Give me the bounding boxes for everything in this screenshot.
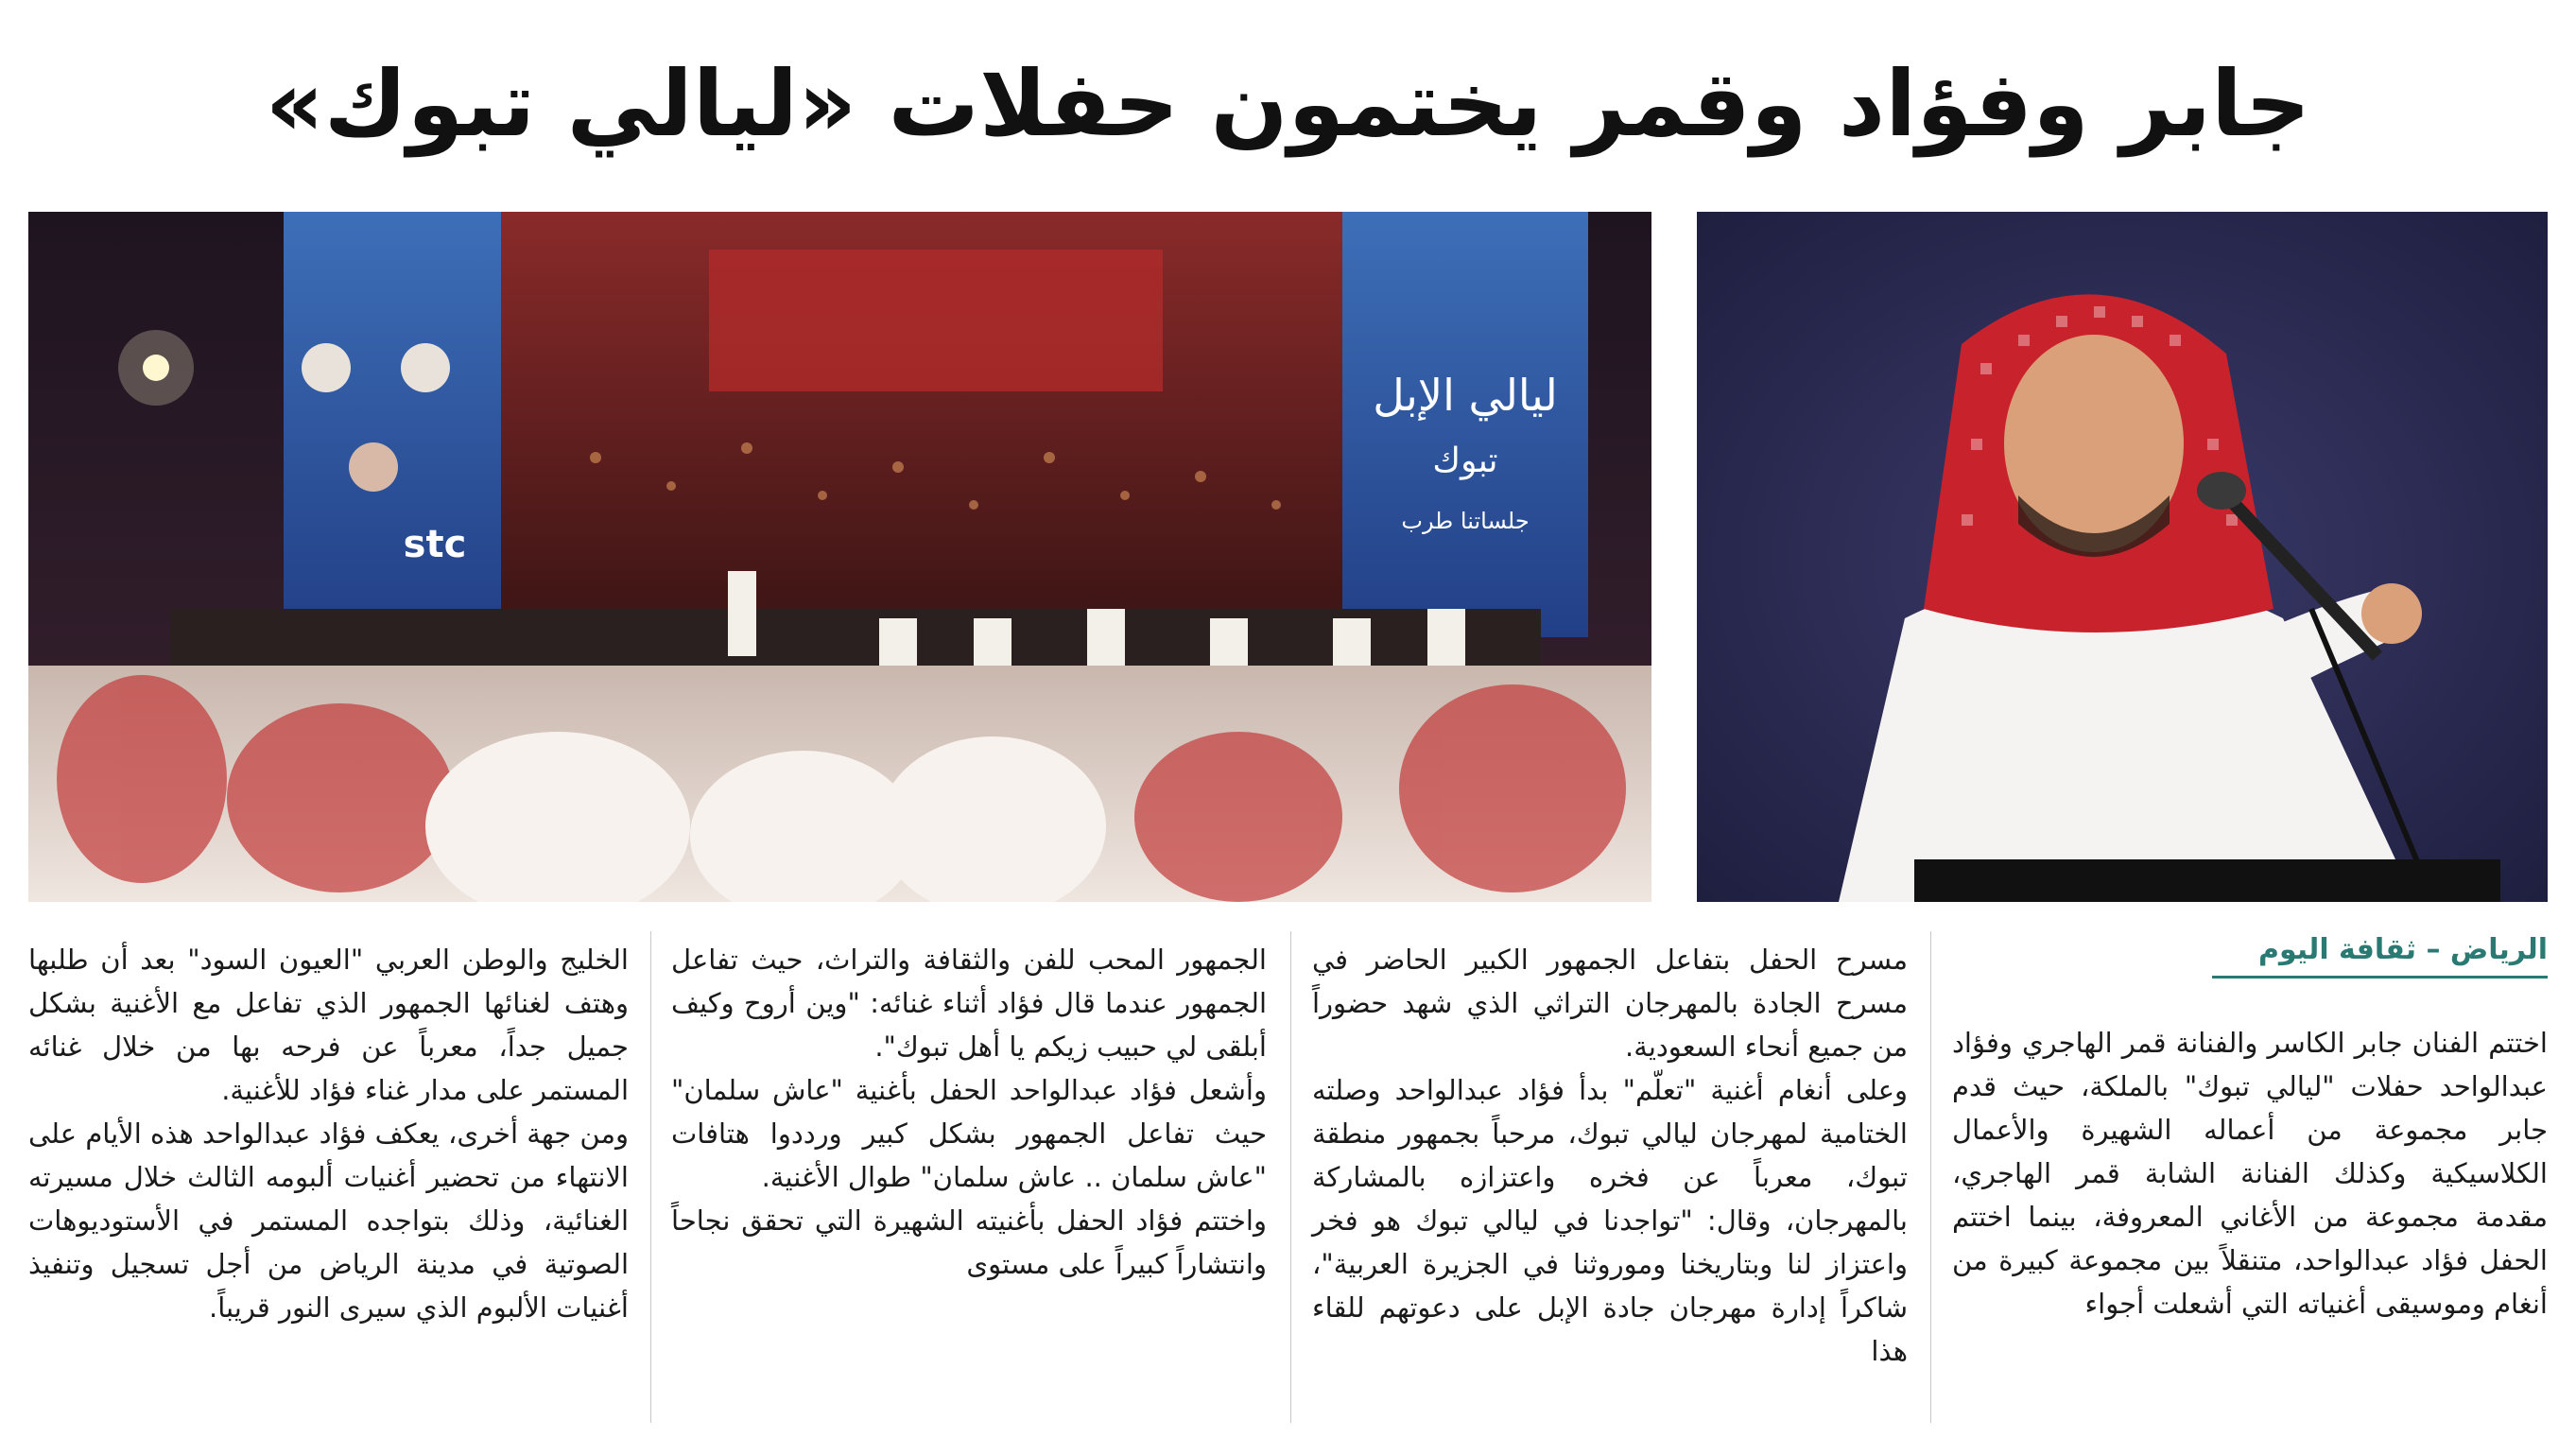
column-divider <box>650 931 651 1423</box>
paragraph: ومن جهة أخرى، يعكف فؤاد عبدالواحد هذه الأيام على الانتهاء من تحضير أغنيات ألبومه الثالث خلال مسيرته الغنائية، وذلك بتواجده المستمر في الأستوديوهات الصوتية في مدينة الرياض من أجل تسجيل وتنفيذ أغنيات الألبوم الذي سيرى النور قريباً. <box>28 1117 629 1324</box>
screen-subtitle: تبوك <box>1432 442 1498 480</box>
article-column-4 <box>28 938 629 1329</box>
paragraph: اختتم الفنان جابر الكاسر والفنانة قمر الهاجري وفؤاد عبدالواحد حفلات "ليالي تبوك" بالملكة، حيث قدم جابر مجموعة من أعماله الشهيرة والأعمال الكلاسيكية وكذلك الفنانة الشابة قمر الهاجري، مقدمة مجموعة من الأغاني المعروفة، بينما اختتم الحفل فؤاد عبدالواحد، متنقلاً بين مجموعة كبيرة من أنغام وموسيقى أغنياته التي أشعلت أجواء <box>1952 1027 2548 1320</box>
article-column-1 <box>1952 1021 2548 1325</box>
column-divider <box>1930 931 1931 1423</box>
paragraph: الجمهور المحب للفن والثقافة والتراث، حيث تفاعل الجمهور عندما قال فؤاد أثناء غنائه: "وين أروح وكيف أبلقى لي حبيب زيكم يا أهل تبوك". <box>671 944 1267 1063</box>
paragraph: وعلى أنغام أغنية "تعلّم" بدأ فؤاد عبدالواحد وصلته الختامية لمهرجان ليالي تبوك، مرحباً بجمهور منطقة تبوك، معرباً عن فخره واعتزازه بالمشاركة بالمهرجان، وقال: "تواجدنا في ليالي تبوك هو فخر واعتزاز لنا وبتاريخنا وموروثنا في الجزيرة العربية"، شاكراً إدارة مهرجان جادة الإبل على دعوتهم للقاء هذا <box>1312 1074 1908 1367</box>
byline: الرياض – ثقافة اليوم <box>2258 933 2548 966</box>
paragraph: مسرح الحفل بتفاعل الجمهور الكبير الحاضر في مسرح الجادة بالمهرجان التراثي الذي شهد حضوراً من جميع أنحاء السعودية. <box>1312 944 1908 1063</box>
paragraph: وأشعل فؤاد عبدالواحد الحفل بأغنية "عاش سلمان" حيث تفاعل الجمهور بشكل كبير ورددوا هتافات "عاش سلمان .. عاش سلمان" طوال الأغنية. <box>671 1074 1267 1193</box>
screen-title: ليالي الإبل <box>1373 370 1558 421</box>
headline: جابر وفؤاد وقمر يختمون حفلات «ليالي تبوك» <box>265 51 2311 157</box>
paragraph: الخليج والوطن العربي "العيون السود" بعد أن طلبها وهتف لغنائها الجمهور الذي تفاعل مع الأغنية بشكل جميل جداً، معرباً عن فرحه بها من خلال غنائه المستمر على مدار غناء فؤاد للأغنية. <box>28 944 629 1106</box>
byline-divider <box>2212 976 2548 979</box>
screen-tagline: جلساتنا طرب <box>1401 508 1530 534</box>
concert-photo <box>28 212 1651 902</box>
article-column-2 <box>1312 938 1908 1373</box>
article-column-3 <box>671 938 1267 1286</box>
sponsor-logo: stc <box>403 523 467 566</box>
paragraph: واختتم فؤاد الحفل بأغنيته الشهيرة التي تحقق نجاحاً وانتشاراً كبيراً على مستوى <box>671 1204 1267 1280</box>
singer-photo <box>1697 212 2548 902</box>
column-divider <box>1290 931 1291 1423</box>
